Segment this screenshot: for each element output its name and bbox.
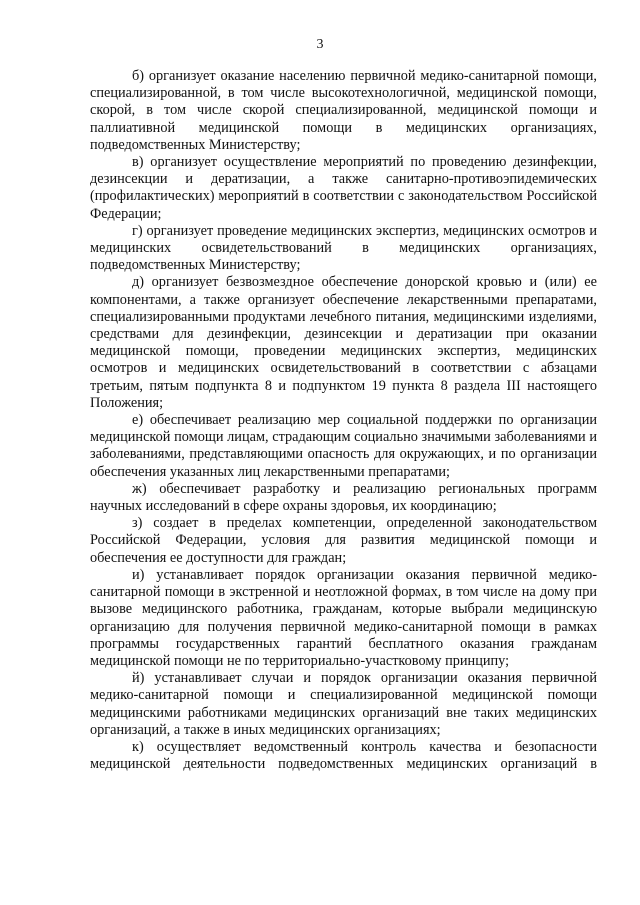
document-body — [90, 68, 597, 773]
paragraph-v: в) организует осуществление мероприятий по проведению дезинфекции, дезинсекции и дератизации, а также санитарно-противоэпидемических (профилактических) мероприятий в соответствии с законодательством Российской Федерации; — [90, 154, 597, 222]
paragraph-b: б) организует оказание населению первичной медико-санитарной помощи, специализированной, в том числе высокотехнологичной, медицинской помощи, скорой, в том числе скорой специализированной, медицинской помощи и паллиативной медицинской помощи в медицинских организациях, подведомственных Министерству; — [90, 68, 597, 153]
paragraph-i-kratkoe: й) устанавливает случаи и порядок организации оказания первичной медико-санитарной помощи и специализированной медицинской помощи медицинскими работниками медицинских организаций вне таких медицинских организаций, а также в иных медицинских организациях; — [90, 670, 597, 738]
paragraph-zh: ж) обеспечивает разработку и реализацию региональных программ научных исследований в сфере охраны здоровья, их координацию; — [90, 480, 597, 515]
paragraph-g: г) организует проведение медицинских экспертиз, медицинских осмотров и медицинских освидетельствований в медицинских организациях, подведомственных Министерству; — [90, 222, 597, 274]
paragraph-k: к) осуществляет ведомственный контроль качества и безопасности медицинской деятельности подведомственных медицинских организаций в — [90, 738, 597, 773]
page-number: 3 — [316, 37, 324, 52]
paragraph-z: з) создает в пределах компетенции, определенной законодательством Российской Федерации, условия для развития медицинской помощи и обеспечения ее доступности для граждан; — [90, 515, 597, 566]
paragraph-e: е) обеспечивает реализацию мер социальной поддержки по организации медицинской помощи лицам, страдающим социально значимыми заболеваниями и заболеваниями, представляющими опасность для окружающих, и по организации обеспечения указанных лиц лекарственными препаратами; — [90, 412, 597, 480]
paragraph-i: и) устанавливает порядок организации оказания первичной медико-санитарной помощи в экстренной и неотложной формах, в том числе на дому при вызове медицинского работника, гражданам, которые выбрали медицинскую организацию для получения первичной медико-санитарной помощи в рамках программы государственных гарантий бесплатного оказания гражданам медицинской помощи не по территориально-участковому принципу; — [90, 566, 597, 669]
paragraph-d: д) организует безвозмездное обеспечение донорской кровью и (или) ее компонентами, а также организует обеспечение лекарственными препаратами, специализированными продуктами лечебного питания, медицинскими изделиями, средствами для дезинфекции, дезинсекции и дератизации при оказании медицинской помощи, проведении медицинских экспертиз, медицинских осмотров и медицинских освидетельствований в соответствии с абзацами третьим, пятым подпункта 8 и подпунктом 19 пункта 8 раздела III настоящего Положения; — [90, 274, 597, 411]
